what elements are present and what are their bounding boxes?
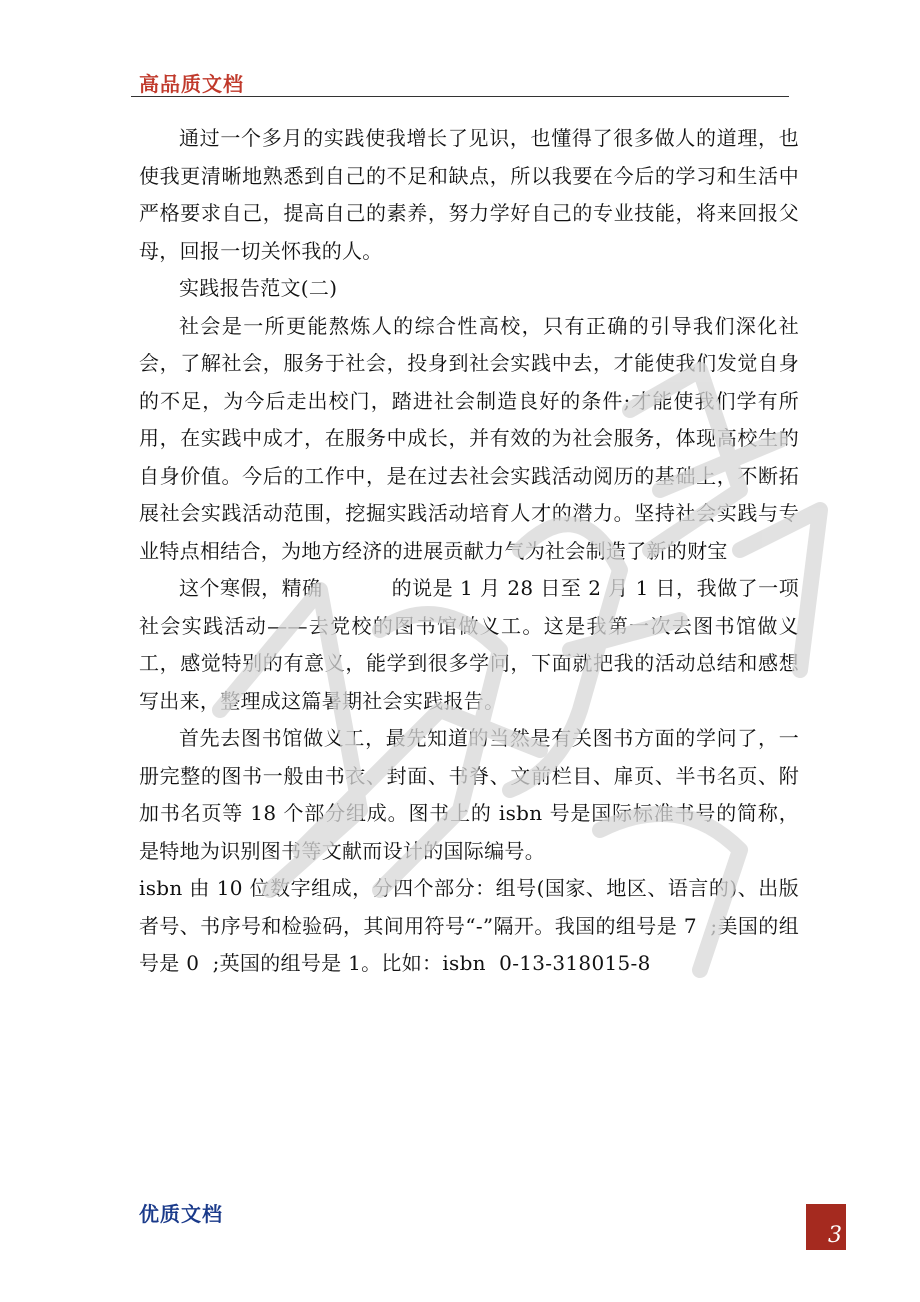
section-heading: 实践报告范文(二) xyxy=(179,276,338,300)
paragraph-library-knowledge: 首先去图书馆做义工，最先知道的当然是有关图书方面的学问了，一册完整的图书一般由书衣、封面、书脊、文前栏目、扉页、半书名页、附加书名页等 18 个部分组成。图书上的 isbn 号是国际标准书号的简称，是特地为识别图书等文献而设计的国际编号。 xyxy=(139,726,799,863)
paragraph-isbn: isbn 由 10 位数字组成，分四个部分：组号(国家、地区、语言的)、出版者号、书序号和检验码，其间用符号“-”隔开。我国的组号是 7 ;美国的组号是 0 ;英国的组号是 1。比如：isbn 0-13-318015-8 xyxy=(139,876,799,975)
footer-title: 优质文档 xyxy=(139,1202,223,1226)
header-divider xyxy=(131,96,789,97)
header-title: 高品质文档 xyxy=(139,72,244,96)
paragraph-winter-break: 这个寒假，精确 的说是 1 月 28 日至 2 月 1 日，我做了一项社会实践活动——去党校的图书馆做义工。这是我第一次去图书馆做义工，感觉特别的有意义，能学到很多学问，下面就把我的活动总结和感想写出来，整理成这篇暑期社会实践报告。 xyxy=(139,576,799,713)
document-body xyxy=(139,120,799,983)
paragraph-society: 社会是一所更能熬炼人的综合性高校，只有正确的引导我们深化社会，了解社会，服务于社会，投身到社会实践中去，才能使我们发觉自身的不足，为今后走出校门，踏进社会制造良好的条件;才能使我们学有所用，在实践中成才，在服务中成长，并有效的为社会服务，体现高校生的自身价值。今后的工作中，是在过去社会实践活动阅历的基础上，不断拓展社会实践活动范围，挖掘实践活动培育人才的潜力。坚持社会实践与专业特点相结合，为地方经济的进展贡献力气为社会制造了新的财宝 xyxy=(139,313,799,563)
page-number: 3 xyxy=(828,1223,842,1248)
page-number-badge xyxy=(806,1204,846,1250)
paragraph-conclusion: 通过一个多月的实践使我增长了见识，也懂得了很多做人的道理，也使我更清晰地熟悉到自己的不足和缺点，所以我要在今后的学习和生活中严格要求自己，提高自己的素养，努力学好自己的专业技能，将来回报父母，回报一切关怀我的人。 xyxy=(139,126,799,263)
